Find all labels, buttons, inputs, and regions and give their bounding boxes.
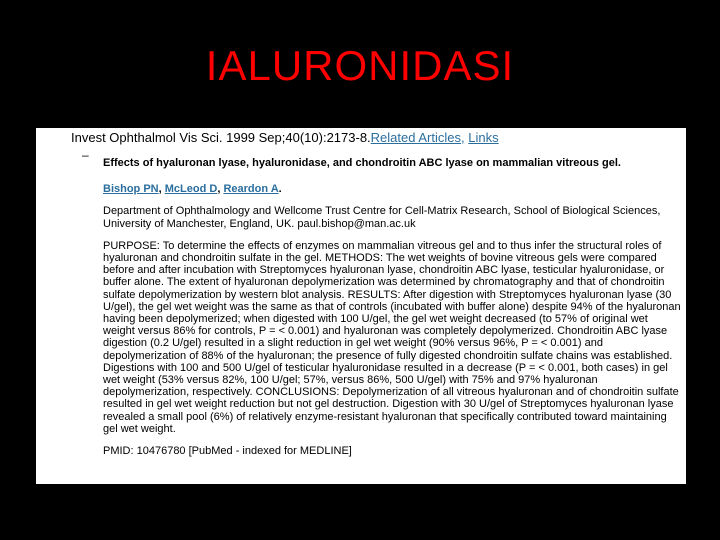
abstract: PURPOSE: To determine the effects of enzymes on mammalian vitreous gel and to thus infer the structural roles of hyaluronan and chondroitin sulfate in the gel. METHODS: The wet weights of bovine vitreous gels were compared before and after incubation with Streptomyces hyaluronan lyase, chondroitin ABC lyase, testicular hyaluronidase, or buffer alone. The extent of hyaluronan depolymerization was determined by chromatography and that of chondroitin sulfate depolymerization by western blot analysis. RESULTS: After digestion with Streptomyces hyaluronan lyase (30 U/gel), the gel wet weight was the same as that of controls (incubated with buffer alone) despite 94% of the hyaluronan having been depolymerized; when digested with 100 U/gel, the gel wet weight decreased (to 57% of original wet weight versus 86% for controls, P = < 0.001) and hyaluronan was completely depolymerized. Chondroitin ABC lyase digestion (0.2 U/gel) resulted in a slight reduction in gel wet weight (90% versus 96%, P = < 0.001) and depolymerization of 88% of the hyaluronan; the presence of fully digested chondroitin sulfate chains was established. Digestions with 100 and 500 U/gel of testicular hyaluronidase resulted in a decrease (P = < 0.001, both cases) in gel wet weight (53% versus 82%, 100 U/gel; 57%, versus 86%, 500 U/gel) with 75% and 97% hyaluronan depolymerization, respectively. CONCLUSIONS: Depolymerization of all vitreous hyaluronan and of chondroitin sulfate resulted in gel wet weight reduction but not gel destruction. Digestion with 30 U/gel of Streptomyces hyaluronan lyase revealed a small pool (6%) of relatively enzyme-resistant hyaluronan that specifically contributed toward maintaining gel wet weight. [103,239,681,435]
author-separator: , [158,183,165,196]
author-link[interactable]: McLeod D [164,183,218,196]
author-end: . [278,183,282,196]
citation-line [71,130,499,145]
related-articles-link[interactable]: Related Articles, [370,130,465,145]
article-content [103,157,681,457]
links-link[interactable]: Links [468,130,499,145]
article-title: Effects of hyaluronan lyase, hyaluronidase, and chondroitin ABC lyase on mammalian vitreous gel. [103,157,621,169]
citation-text: Invest Ophthalmol Vis Sci. 1999 Sep;40(10):2173-8. [71,130,371,145]
affiliation: Department of Ophthalmology and Wellcome Trust Centre for Cell-Matrix Research, School of Biological Sciences, University of Manchester, England, UK. paul.bishop@man.ac.uk [103,205,661,230]
author-link[interactable]: Bishop PN [103,183,159,196]
pmid-line: PMID: 10476780 [PubMed - indexed for MEDLINE] [103,445,352,458]
dash-marker: – [82,148,89,162]
slide-title: IALURONIDASI [205,42,515,89]
author-list [103,183,681,195]
author-separator: , [217,183,224,196]
author-link[interactable]: Reardon A [223,183,279,196]
bullet-marker: • [30,133,34,145]
